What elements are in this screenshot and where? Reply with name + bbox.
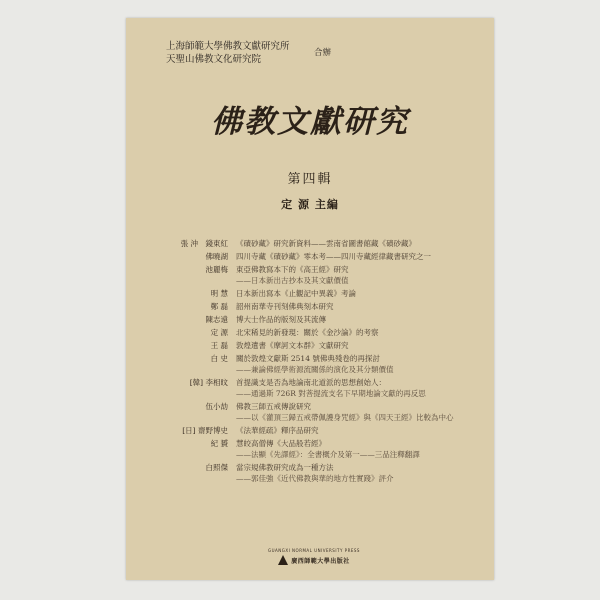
toc-subtitle: ——日本新出古抄本及其文獻價值: [236, 276, 349, 285]
toc-subtitle: ——以《灌頂三歸五戒帶佩護身咒經》與《四天王經》比較為中心: [236, 413, 454, 422]
toc-title: 四川寺藏《磧砂藏》零本考——四川寺藏經律藏書研究之一: [236, 252, 431, 261]
toc-entry: [158, 264, 478, 286]
toc-subtitle: ——郭佳強《近代佛教與華的地方性實踐》評介: [236, 474, 394, 483]
toc-title: 《磧砂藏》研究新資料——雲南省圖書館藏《磧砂藏》: [236, 239, 416, 248]
publisher-org-1: 上海師範大學佛教文獻研究所: [166, 41, 290, 52]
editor-credit: 定 源 主編: [281, 198, 339, 211]
toc-subtitle: ——通過斯 726R 對菩提流支名下早期地論文獻的再反思: [236, 389, 426, 398]
toc-title: 博大士作品的版刻及其流傳: [236, 315, 326, 324]
toc-entry: [158, 438, 478, 460]
press-mark: [254, 548, 374, 565]
toc-entry: [158, 425, 478, 436]
toc-title: 東亞佛教寫本下的《高王經》研究: [236, 265, 349, 274]
toc-author: [韓] 李相旼: [189, 378, 228, 387]
toc-title: 敦煌遺書《摩訶文本群》文獻研究: [236, 341, 349, 350]
toc-title: 佛教三師五戒傳說研究: [236, 402, 311, 411]
toc-author: 王 磊: [210, 341, 228, 350]
toc-author: 伍小劼: [205, 402, 228, 411]
toc-title: 首提識支是否為地論南北道派的思想創始人：: [236, 378, 386, 387]
toc-author: 定 源: [210, 328, 228, 337]
toc-entry: [158, 314, 478, 325]
toc-author: 佛曉湖: [205, 252, 228, 261]
toc-subtitle: ——兼論佛經學術源流關係的演化及其分類價值: [236, 365, 394, 374]
toc-author: 池麗梅: [205, 265, 228, 274]
toc-entry: [158, 238, 478, 249]
toc-subtitle: ——法顯《先譯經》：全書概介及第一——三品注釋翻譯: [236, 450, 420, 459]
publisher-org-2: 天聖山佛教文化研究院: [166, 54, 262, 65]
toc-author: 白 史: [210, 354, 228, 363]
toc-entry: [158, 327, 478, 338]
issue-number: 第四輯: [287, 172, 333, 187]
toc-author: 鄭 磊: [210, 302, 228, 311]
toc-author: 白照傑: [205, 463, 228, 472]
toc-author: 張 沖 錢東紅: [180, 239, 228, 248]
toc-title: 《法華經疏》釋序品研究: [236, 426, 319, 435]
toc-entry: [158, 377, 478, 399]
joint-publish-label: 合辦: [314, 48, 332, 58]
toc-title: 日本新出寫本《止觀記中異義》考論: [236, 289, 356, 298]
toc-author: 紀 贇: [210, 439, 228, 448]
toc-author: 明 慧: [210, 289, 228, 298]
toc-entry: [158, 301, 478, 312]
book-cover: [126, 18, 494, 580]
toc-entry: [158, 462, 478, 484]
toc-title: 北宋稀見的新發現：關於《金沙論》的考察: [236, 328, 379, 337]
toc-author: [日] 齋野博史: [182, 426, 228, 435]
toc-title: 當宗規佛教研究成為一種方法: [236, 463, 334, 472]
toc-entry: [158, 288, 478, 299]
toc-title: 韶州南華寺刊刻佛典刻本研究: [236, 302, 334, 311]
toc-entry: [158, 340, 478, 351]
publisher-block: [166, 40, 332, 66]
toc-author: 陳志遠: [205, 315, 228, 324]
press-chinese-name: 廣西師範大學出版社: [291, 557, 350, 565]
toc-entry: [158, 251, 478, 262]
table-of-contents: [158, 238, 478, 486]
press-english-name: GUANGXI NORMAL UNIVERSITY PRESS: [268, 548, 360, 553]
press-logo-icon: [278, 555, 288, 565]
toc-title: 關於敦煌文獻斯 2514 號佛典殘卷的再探討: [236, 354, 380, 363]
toc-entry: [158, 353, 478, 375]
book-title: 佛教文獻研究: [211, 104, 409, 140]
toc-entry: [158, 401, 478, 423]
toc-title: 慧皎高僧傳《大品般若經》: [236, 439, 326, 448]
